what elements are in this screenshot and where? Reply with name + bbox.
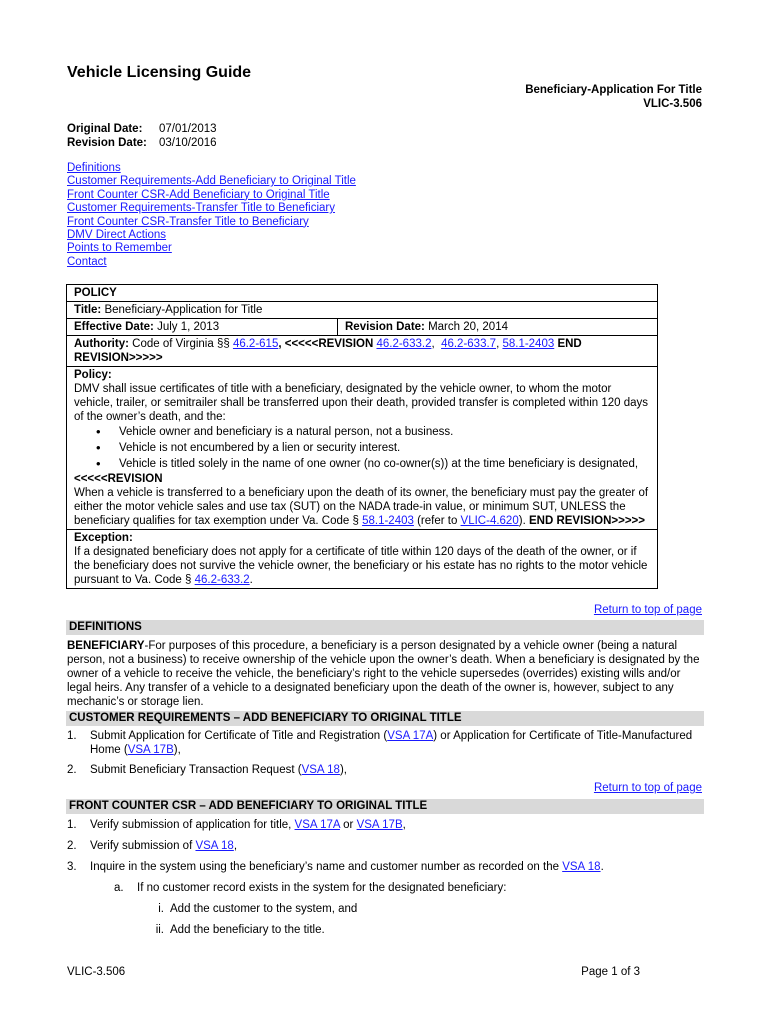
exception-paragraph: If a designated beneficiary does not apply for a certificate of title within 120 days of the death of the owner, or if the beneficiary does not survive the vehicle owner, the beneficiary or his estate has no rights to the motor vehicle pursuant to Va. Code § 46.2-633.2.: [74, 546, 648, 586]
revision-date-cell: [338, 319, 515, 335]
document-subtitle: Beneficiary-Application For Title: [525, 84, 702, 96]
policy-revision-label: Revision Date:: [345, 321, 425, 333]
step-text: ,: [402, 819, 406, 831]
step-text: Inquire in the system using the beneficiary’s name and customer number as recorded on the: [90, 861, 563, 873]
step-text: Verify submission of application for title,: [90, 819, 295, 831]
cust-req-step-2: [67, 763, 707, 777]
front-counter-heading: FRONT COUNTER CSR – ADD BENEFICIARY TO ORIGINAL TITLE: [66, 799, 704, 814]
link-vsa-18[interactable]: VSA 18: [562, 861, 601, 873]
policy-bullet-list: [74, 424, 650, 472]
front-csr-step-3: [67, 860, 707, 874]
step-text: ),: [339, 764, 347, 776]
toc-link-dmv-direct[interactable]: DMV Direct Actions: [67, 229, 167, 242]
toc-link-customer-req-transfer[interactable]: Customer Requirements-Transfer Title to Beneficiary: [67, 202, 336, 215]
revision-text: When a vehicle is transferred to a beneficiary upon the death of its owner, the beneficiary must pay the greater of either the motor vehicle sales and use tax (SUT) on the NADA trade-in value, or minimum SUT, UNLESS the beneficiary qualifies for tax exemption under Va. Code §: [74, 487, 649, 527]
toc-link-front-csr-transfer[interactable]: Front Counter CSR-Transfer Title to Beneficiary: [67, 215, 309, 228]
authority-revision-start: , <<<<<REVISION: [278, 338, 377, 350]
revision-date-label: Revision Date:: [67, 137, 147, 149]
exception-label: Exception:: [74, 532, 133, 544]
policy-title-value: Beneficiary-Application for Title: [101, 304, 263, 316]
revision-paragraph: [74, 486, 650, 528]
front-csr-substep-i: [148, 902, 704, 916]
step-text: ,: [233, 840, 238, 852]
policy-dates-row: [67, 319, 657, 336]
authority-label: Authority:: [74, 338, 129, 350]
authority-link-46-2-633-2[interactable]: 46.2-633.2: [376, 338, 432, 350]
front-csr-substep-a: [114, 881, 704, 895]
effective-date-cell: [67, 319, 338, 335]
policy-title-label: Title:: [74, 304, 102, 316]
step-number: 1.: [67, 730, 77, 742]
document-code: VLIC-3.506: [643, 98, 702, 110]
exception-row: [67, 530, 657, 588]
link-vsa-18[interactable]: VSA 18: [301, 764, 340, 776]
policy-table: [66, 284, 658, 589]
step-text: Verify submission of: [90, 840, 196, 852]
customer-requirements-heading: CUSTOMER REQUIREMENTS – ADD BENEFICIARY TO ORIGINAL TITLE: [66, 711, 704, 726]
policy-revision-value: March 20, 2014: [424, 321, 508, 333]
definition-text: -For purposes of this procedure, a beneficiary is a person designated by a vehicle owner (being a natural person, not a business) to receive ownership of the vehicle upon the owner’s death. When a beneficiary is designated by the owner of a vehicle to receive the vehicle, the beneficiary’s right to the vehicle supersedes (overrides) existing wills and/or legal heirs. Any transfer of a vehicle to a designated beneficiary upon the death of the owner is, however, subject to any mechanic’s or storage lien.: [67, 640, 700, 708]
policy-text: DMV shall issue certificates of title with a beneficiary, designated by the vehicle owner, to whom the motor vehicle, trailer, or semitrailer shall be transferred upon their death, provided transfer is completed within 120 days of the owner’s death, and the:: [74, 383, 649, 423]
step-text: .: [600, 861, 604, 873]
effective-date-value: July 1, 2013: [153, 321, 220, 333]
step-text: ) or Application for Certificate of Title-Manufactured Home (: [90, 730, 693, 756]
policy-label: Policy:: [74, 369, 112, 381]
substep-roman: i.: [158, 903, 164, 915]
footer-code: VLIC-3.506: [67, 966, 126, 978]
definitions-paragraph: [67, 639, 707, 709]
authority-text: Code of Virginia §§: [128, 338, 233, 350]
toc-link-definitions[interactable]: Definitions: [67, 162, 121, 174]
exception-link-46-2-633-2[interactable]: 46.2-633.2: [194, 574, 250, 586]
authority-link-46-2-615[interactable]: 46.2-615: [232, 338, 279, 350]
authority-row: Authority: Code of Virginia §§ 46.2-615, <<<<<REVISION 46.2-633.2, 46.2-633.7, 58.1-2403 END REVISION>>>>>: [67, 336, 657, 367]
revision-mid: (refer to: [413, 515, 461, 527]
revision-link-vlic-4-620[interactable]: VLIC-4.620: [460, 515, 519, 527]
cust-req-step-1: [67, 729, 707, 757]
front-csr-step-1: [67, 818, 707, 832]
toc-link-front-csr-add[interactable]: Front Counter CSR-Add Beneficiary to Original Title: [67, 188, 330, 201]
original-date-value: 07/01/2013: [159, 123, 217, 135]
toc-link-contact[interactable]: Contact: [67, 255, 107, 268]
front-csr-substep-ii: [148, 923, 704, 937]
revision-start-marker: <<<<<REVISION: [74, 473, 163, 485]
step-number: 3.: [67, 861, 77, 873]
step-number: 2.: [67, 764, 77, 776]
link-vsa-17b[interactable]: VSA 17B: [127, 744, 174, 756]
document-title: Vehicle Licensing Guide: [67, 64, 252, 81]
substep-text: Add the customer to the system, and: [170, 903, 358, 915]
step-text: Submit Beneficiary Transaction Request (: [90, 764, 302, 776]
step-text: Submit Application for Certificate of Title and Registration (: [90, 730, 388, 742]
policy-title-row: [67, 302, 657, 319]
front-csr-step-2: [67, 839, 707, 853]
revision-date-value: 03/10/2016: [159, 137, 217, 149]
substep-letter: a.: [114, 882, 124, 894]
toc-link-customer-req-add[interactable]: Customer Requirements-Add Beneficiary to Original Title: [67, 175, 356, 188]
substep-roman: ii.: [155, 924, 164, 936]
substep-text: Add the beneficiary to the title.: [170, 924, 325, 936]
revision-after: ).: [518, 515, 529, 527]
exception-text: If a designated beneficiary does not apply for a certificate of title within 120 days of the death of the owner, or if the beneficiary does not survive the vehicle owner, the beneficiary or his estate has no rights to the motor vehicle pursuant to Va. Code §: [74, 546, 648, 586]
substep-text: If no customer record exists in the system for the designated beneficiary:: [137, 882, 507, 894]
policy-bullet: • Vehicle is not encumbered by a lien or security interest.: [74, 440, 650, 456]
authority-link-58-1-2403[interactable]: 58.1-2403: [502, 338, 555, 350]
link-vsa-18[interactable]: VSA 18: [195, 840, 234, 852]
policy-bullet: • Vehicle is titled solely in the name of one owner (no co-owner(s)) at the time beneficiary is designated,: [74, 456, 650, 472]
return-to-top-link[interactable]: Return to top of page: [593, 782, 702, 794]
original-date-label: Original Date:: [67, 123, 143, 135]
step-text: or: [339, 819, 357, 831]
dates-block: [67, 122, 217, 150]
definition-term: BENEFICIARY: [67, 640, 145, 652]
revision-link-58-1-2403[interactable]: 58.1-2403: [362, 515, 414, 527]
revision-end-marker: END REVISION>>>>>: [528, 515, 645, 527]
link-vsa-17b[interactable]: VSA 17B: [356, 819, 403, 831]
authority-link-46-2-633-7[interactable]: 46.2-633.7: [441, 338, 497, 350]
policy-body-row: [67, 367, 657, 530]
link-vsa-17a[interactable]: VSA 17A: [294, 819, 340, 831]
table-of-contents: [67, 162, 356, 269]
link-vsa-17a[interactable]: VSA 17A: [387, 730, 434, 742]
authority-revision-end: END REVISION>>>>>: [74, 338, 582, 364]
policy-heading: POLICY: [67, 285, 657, 302]
step-number: 2.: [67, 840, 77, 852]
policy-bullet: • Vehicle owner and beneficiary is a natural person, not a business.: [74, 424, 650, 440]
return-to-top-link[interactable]: Return to top of page: [593, 604, 702, 616]
toc-link-points[interactable]: Points to Remember: [67, 242, 172, 255]
effective-date-label: Effective Date:: [74, 321, 154, 333]
footer-page-number: Page 1 of 3: [581, 966, 640, 978]
step-number: 1.: [67, 819, 77, 831]
step-text: ),: [173, 744, 181, 756]
definitions-heading: DEFINITIONS: [66, 620, 704, 635]
